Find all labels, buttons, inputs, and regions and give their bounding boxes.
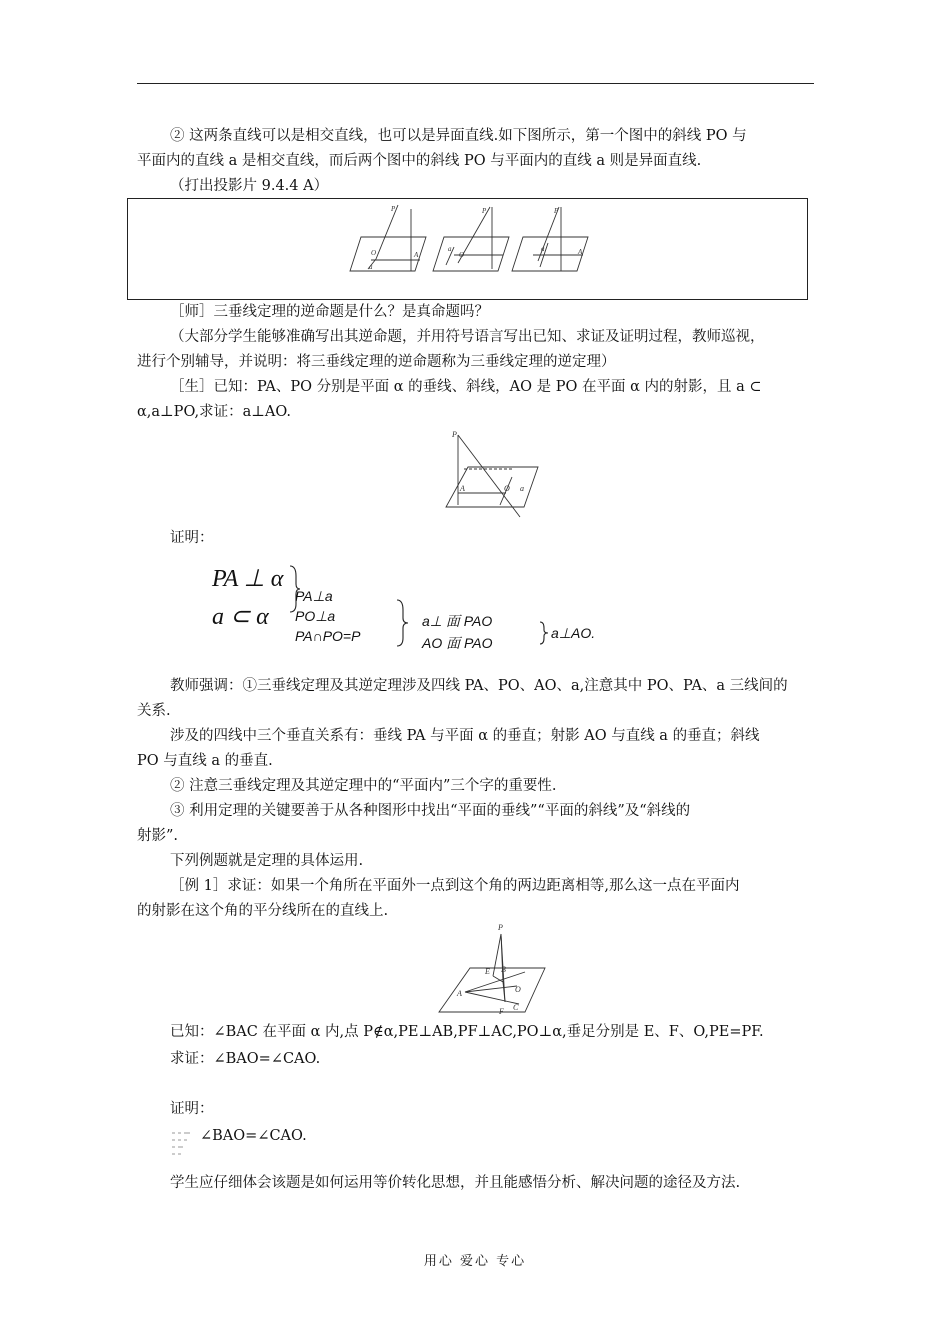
label-B: B bbox=[501, 965, 506, 974]
label-a-3: a bbox=[541, 245, 545, 253]
emphasis-line: 教师强调：①三垂线定理及其逆定理涉及四线 PA、PO、AO、a,注意其中 PO、PA、a 三线间的 bbox=[170, 678, 788, 694]
result-a-perp-plane: a⊥ 面 PAO bbox=[422, 613, 493, 629]
ray-AC bbox=[465, 992, 519, 1004]
proof2-result: ∠BAO=∠CAO. bbox=[200, 1128, 307, 1144]
formula-pa-perp-alpha: PA ⊥ α bbox=[212, 566, 284, 592]
label-A-1: A bbox=[414, 251, 419, 259]
three-skew-line-diagrams bbox=[128, 199, 807, 299]
label-A: A bbox=[457, 989, 462, 998]
label-A-3: A bbox=[578, 248, 583, 256]
emphasis-line: 涉及的四线中三个垂直关系有：垂线 PA 与平面 α 的垂直；射影 AO 与直线 a 的垂直；斜线 bbox=[170, 728, 760, 744]
label-P-1: P bbox=[391, 205, 396, 213]
oblique-PO-1 bbox=[376, 205, 398, 259]
inverse-theorem-diagram bbox=[440, 425, 550, 520]
formula-a-subset-alpha: a ⊂ α bbox=[212, 604, 269, 630]
emphasis-line: 射影”. bbox=[137, 828, 179, 844]
oblique-PO bbox=[458, 435, 520, 517]
note-line: 进行个别辅导，并说明：将三垂线定理的逆命题称为三垂线定理的逆定理） bbox=[137, 354, 616, 370]
emphasis-line: 关系. bbox=[137, 703, 171, 719]
plane-alpha-2 bbox=[433, 237, 509, 271]
label-A: A bbox=[460, 484, 465, 493]
example-line: 的射影在这个角的平分线所在的直线上. bbox=[137, 903, 389, 919]
given-statement: 已知：∠BAC 在平面 α 内,点 P∉α,PE⊥AB,PF⊥AC,PO⊥α,垂足分别是 E、F、O,PE=PF. bbox=[170, 1024, 764, 1040]
label-P-3: P bbox=[554, 207, 559, 215]
label-O: O bbox=[504, 484, 510, 493]
label-O-1: O bbox=[371, 249, 377, 257]
proof2-label: 证明： bbox=[170, 1101, 214, 1117]
student-line: ［生］已知：PA、PO 分别是平面 α 的垂线、斜线，AO 是 PO 在平面 α 内的射影，且 a ⊂ bbox=[170, 379, 762, 395]
paragraph-line: ② 这两条直线可以是相交直线，也可以是异面直线.如下图所示，第一个图中的斜线 PO 与 bbox=[170, 128, 747, 144]
example-line: ［例 1］求证：如果一个角所在平面外一点到这个角的两边距离相等,那么这一点在平面内 bbox=[170, 878, 740, 894]
label-F: F bbox=[499, 1007, 504, 1016]
teacher-question: ［师］三垂线定理的逆命题是什么？是真命题吗？ bbox=[170, 304, 489, 320]
cond-pa-cap-po: PA∩PO=P bbox=[295, 628, 361, 644]
label-a-2: a bbox=[448, 245, 452, 253]
closing-line: 学生应仔细体会该题是如何运用等价转化思想，并且能感悟分析、解决问题的途径及方法. bbox=[170, 1175, 741, 1191]
example-diagram bbox=[435, 920, 555, 1020]
plane-alpha-3 bbox=[512, 237, 588, 271]
label-P: P bbox=[452, 430, 457, 439]
paragraph-line: 平面内的直线 a 是相交直线，而后两个图中的斜线 PO 与平面内的直线 a 则是异面直线. bbox=[137, 153, 702, 169]
label-C: C bbox=[513, 1003, 519, 1012]
page-footer: 用心 爱心 专心 bbox=[423, 1254, 527, 1269]
note-line: （大部分学生能够准确写出其逆命题，并用符号语言写出已知、求证及证明过程，教师巡视， bbox=[170, 329, 765, 345]
cond-po-perp-a: PO⊥a bbox=[295, 608, 336, 624]
emphasis-line: 下列例题就是定理的具体运用. bbox=[170, 853, 364, 869]
label-a-1: a bbox=[369, 263, 373, 271]
faint-image-placeholder bbox=[172, 1130, 198, 1158]
label-P-2: P bbox=[482, 207, 487, 215]
label-O: O bbox=[515, 985, 521, 994]
plane-alpha bbox=[439, 968, 545, 1012]
line-PE bbox=[493, 934, 501, 976]
result-ao-in-plane: AO 面 PAO bbox=[422, 635, 493, 651]
emphasis-line: ② 注意三垂线定理及其逆定理中的“平面内”三个字的重要性. bbox=[170, 778, 557, 794]
label-O-2: O bbox=[459, 251, 465, 259]
emphasis-line: PO 与直线 a 的垂直. bbox=[137, 753, 273, 769]
paragraph-line: （打出投影片 9.4.4 A） bbox=[170, 178, 329, 194]
prove-statement: 求证：∠BAO=∠CAO. bbox=[170, 1051, 321, 1067]
header-rule bbox=[137, 83, 814, 84]
figure-box bbox=[127, 198, 808, 300]
student-line: α,a⊥PO,求证：a⊥AO. bbox=[137, 404, 291, 420]
brace-right-1 bbox=[395, 598, 411, 648]
conclusion-a-perp-ao: a⊥AO. bbox=[551, 625, 596, 641]
brace-right-2 bbox=[538, 620, 552, 646]
label-E: E bbox=[485, 967, 490, 976]
label-P: P bbox=[498, 923, 503, 932]
emphasis-line: ③ 利用定理的关键要善于从各种图形中找出“平面的垂线”“平面的斜线”及“斜线的 bbox=[170, 803, 691, 819]
label-a: a bbox=[520, 484, 524, 493]
cond-pa-perp-a: PA⊥a bbox=[295, 588, 333, 604]
proof-label: 证明： bbox=[170, 530, 214, 546]
